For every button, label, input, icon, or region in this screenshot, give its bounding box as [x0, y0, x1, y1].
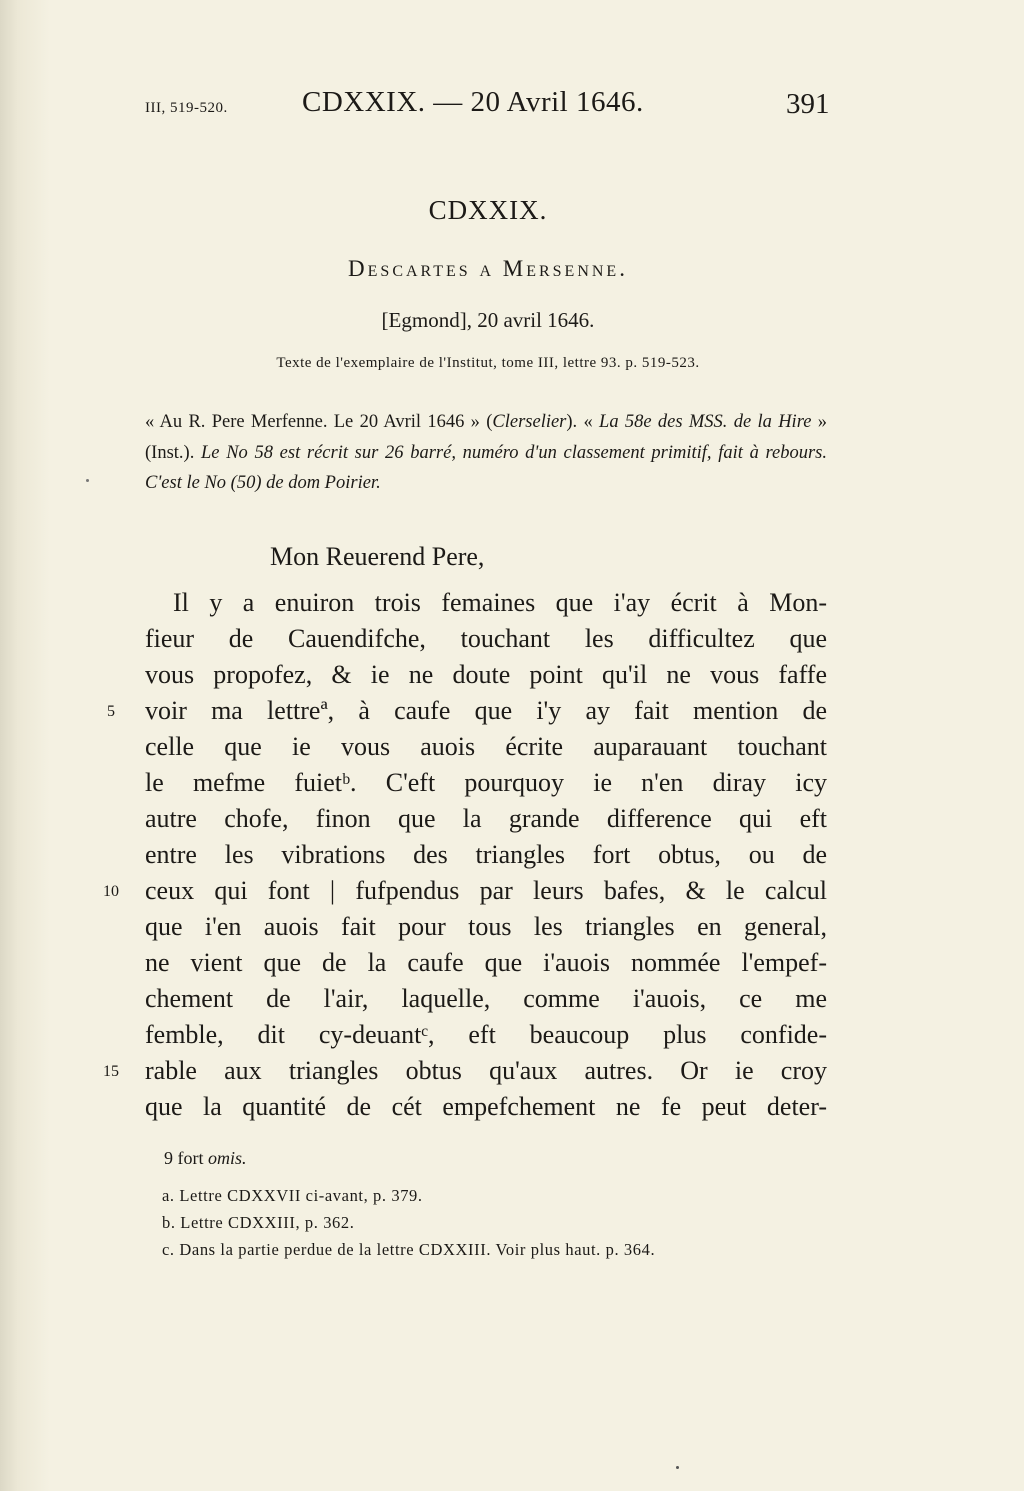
salutation: Mon Reuerend Pere, — [270, 542, 485, 571]
intro-text: » (Inst.). — [145, 412, 827, 463]
body-line: chement de l'air, laquelle, comme i'auois, ce me — [145, 984, 827, 1013]
body-line: le mefme fuietᵇ. C'eft pourquoy ie n'en diray icy — [145, 768, 827, 797]
variant-note — [164, 1148, 247, 1169]
intro-italic: Le No 58 est récrit sur 26 barré, numéro d'un classement primitif, fait à rebours. C'est le No (50) de dom Poirier. — [145, 442, 828, 493]
line-number: 5 — [107, 703, 115, 720]
body-line: entre les vibrations des triangles fort obtus, ou de — [145, 840, 827, 869]
body-line: ceux qui font | fufpendus par leurs bafes, & le calcul — [145, 876, 827, 905]
body-line: que i'en auois fait pour tous les triangles en general, — [145, 912, 827, 941]
margin-mark — [86, 479, 89, 482]
letter-place-date: [Egmond], 20 avril 1646. — [381, 308, 595, 332]
body-line: que la quantité de cét empefchement ne fe peut deter- — [145, 1092, 827, 1121]
body-line: voir ma lettreª, à caufe que i'y ay fait mention de — [145, 696, 827, 725]
intro-italic: La 58e des MSS. de la Hire — [599, 412, 812, 432]
variant-line-ref: 9 fort — [164, 1148, 204, 1168]
footnote-a: a. Lettre CDXXVII ci-avant, p. 379. — [162, 1186, 423, 1205]
body-line: celle que ie vous auois écrite auparauant touchant — [145, 732, 827, 761]
body-line: autre chofe, finon que la grande difference qui eft — [145, 804, 827, 833]
body-line: vous propofez, & ie ne doute point qu'il ne vous faffe — [145, 660, 827, 689]
editorial-intro — [145, 407, 827, 499]
letter-number: CDXXIX. — [428, 195, 548, 225]
footnote-b: b. Lettre CDXXIII, p. 362. — [162, 1213, 355, 1232]
intro-italic: Clerselier — [492, 412, 567, 432]
intro-text: « Au R. Pere Merfenne. Le 20 Avril 1646 » ( — [145, 412, 493, 432]
body-line: ne vient que de la caufe que i'auois nommée l'empef- — [145, 948, 827, 977]
intro-text: ). « — [566, 412, 600, 432]
variant-reading: omis. — [208, 1148, 247, 1168]
body-line: rable aux triangles obtus qu'aux autres. Or ie croy — [145, 1056, 827, 1085]
line-number: 15 — [103, 1063, 119, 1080]
line-number: 10 — [103, 883, 119, 900]
letter-parties: Descartes a Mersenne. — [348, 256, 628, 281]
footnote-c: c. Dans la partie perdue de la lettre CDXXIII. Voir plus haut. p. 364. — [162, 1240, 656, 1259]
body-line: fieur de Cauendifche, touchant les difficultez que — [145, 624, 827, 653]
page-number: 391 — [786, 88, 830, 120]
body-line: Il y a enuiron trois femaines que i'ay écrit à Mon- — [173, 588, 827, 617]
body-line: femble, dit cy-deuantᶜ, eft beaucoup plus confide- — [145, 1020, 827, 1049]
print-mark — [676, 1466, 679, 1469]
letter-source: Texte de l'exemplaire de l'Institut, tome III, lettre 93. p. 519-523. — [276, 355, 700, 371]
running-title: CDXXIX. — 20 Avril 1646. — [302, 86, 644, 118]
running-head — [0, 86, 1024, 126]
volume-reference: III, 519-520. — [145, 100, 228, 116]
